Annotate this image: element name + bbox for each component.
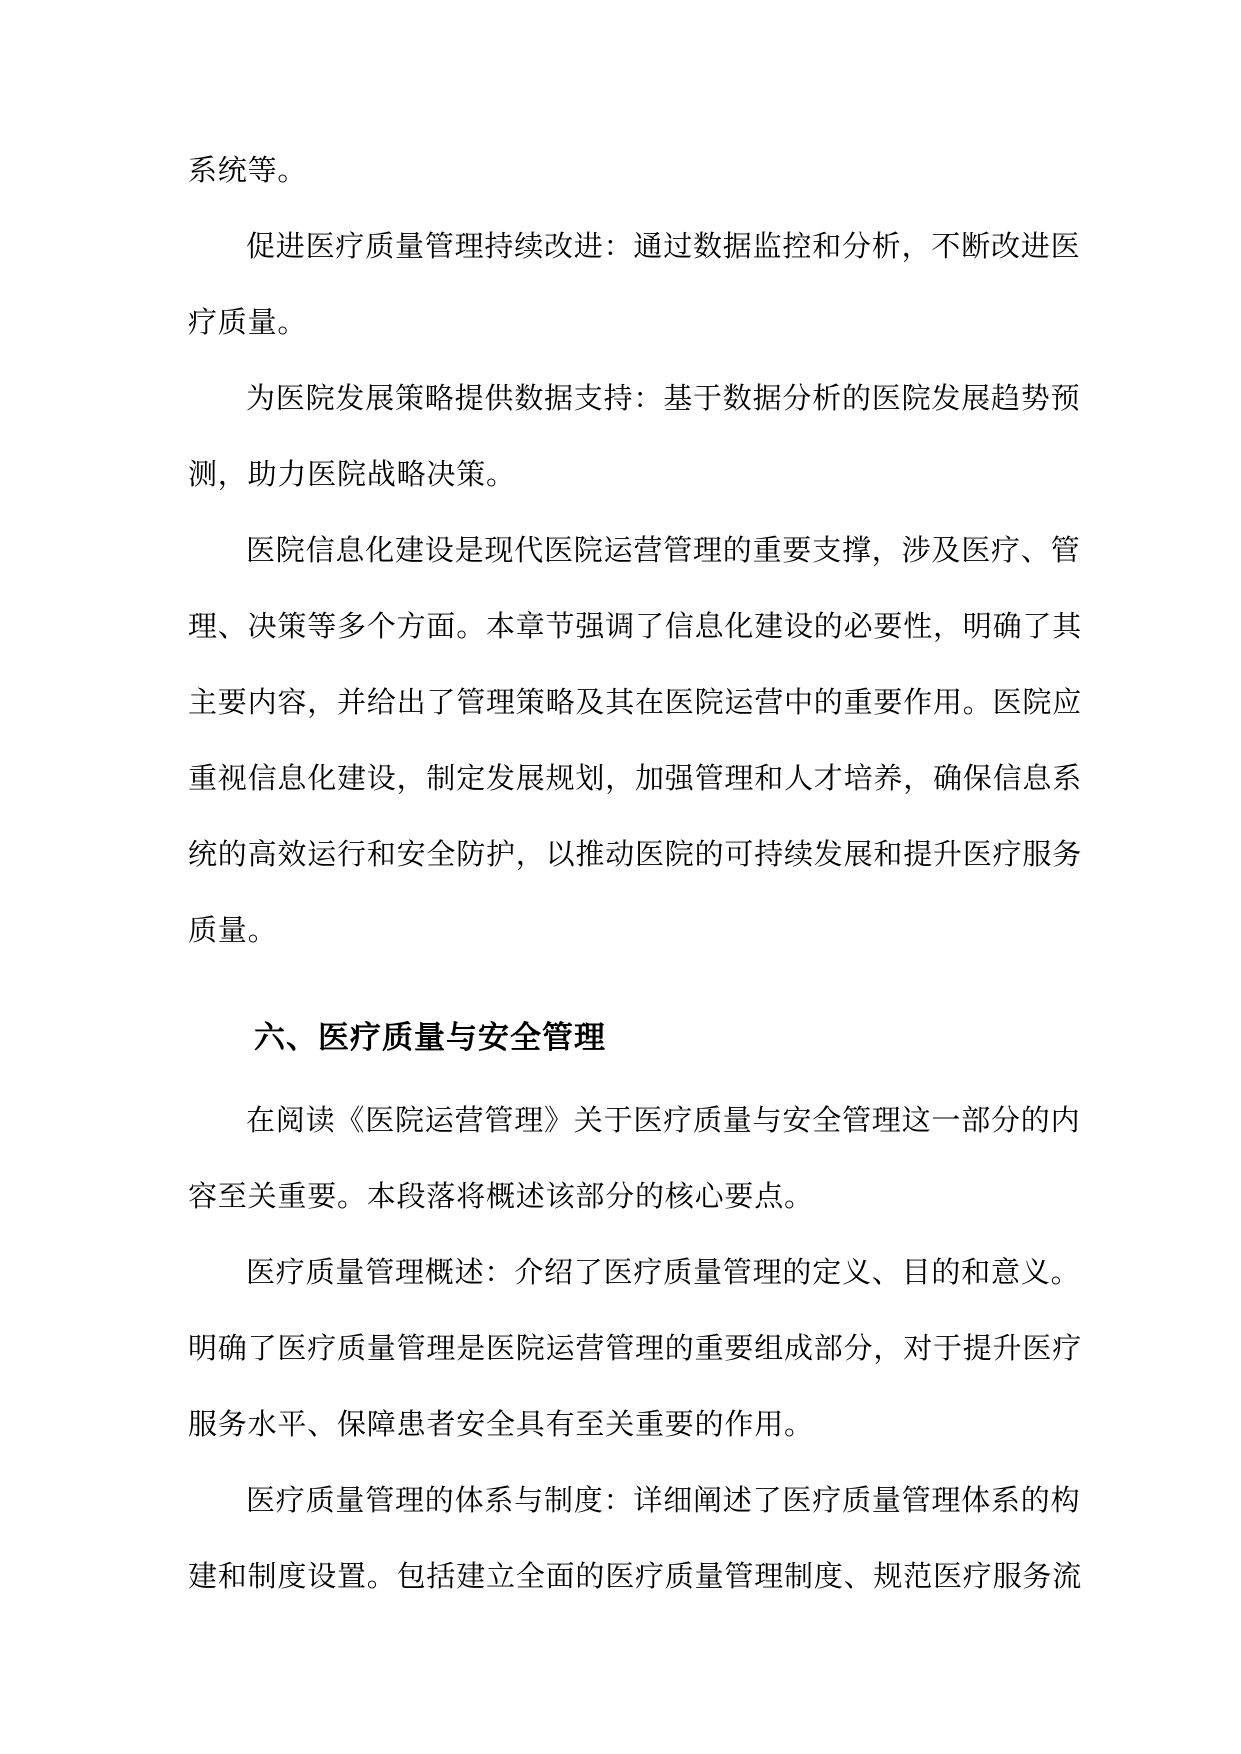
paragraph-first-line: 医院信息化建设是现代医院运营管理的重要支撑，涉及医疗、管	[246, 533, 1081, 567]
paragraph-first-line: 在阅读《医院运营管理》关于医疗质量与安全管理这一部分的内	[246, 1103, 1081, 1137]
body-text-line: 测，助力医院战略决策。	[188, 457, 516, 491]
body-text-line: 质量。	[188, 913, 278, 947]
paragraph-first-line: 医疗质量管理概述：介绍了医疗质量管理的定义、目的和意义。	[246, 1255, 1081, 1289]
body-text-line: 服务水平、保障患者安全具有至关重要的作用。	[188, 1407, 814, 1441]
body-text-line: 明确了医疗质量管理是医院运营管理的重要组成部分，对于提升医疗	[188, 1331, 1083, 1365]
paragraph-first-line: 促进医疗质量管理持续改进：通过数据监控和分析，不断改进医	[246, 229, 1081, 263]
body-text-line: 系统等。	[188, 153, 308, 187]
body-text-line: 容至关重要。本段落将概述该部分的核心要点。	[188, 1179, 814, 1213]
body-text-line: 建和制度设置。包括建立全面的医疗质量管理制度、规范医疗服务流	[188, 1559, 1083, 1593]
body-text-line: 重视信息化建设，制定发展规划，加强管理和人才培养，确保信息系	[188, 761, 1083, 795]
paragraph-first-line: 医疗质量管理的体系与制度：详细阐述了医疗质量管理体系的构	[246, 1483, 1081, 1517]
paragraph-first-line: 为医院发展策略提供数据支持：基于数据分析的医院发展趋势预	[246, 381, 1081, 415]
body-text-line: 理、决策等多个方面。本章节强调了信息化建设的必要性，明确了其	[188, 609, 1083, 643]
body-text-line: 统的高效运行和安全防护，以推动医院的可持续发展和提升医疗服务	[188, 837, 1083, 871]
body-text-line: 主要内容，并给出了管理策略及其在医院运营中的重要作用。医院应	[188, 685, 1083, 719]
section-heading: 六、医疗质量与安全管理	[254, 1020, 606, 1056]
body-text-line: 疗质量。	[188, 305, 308, 339]
